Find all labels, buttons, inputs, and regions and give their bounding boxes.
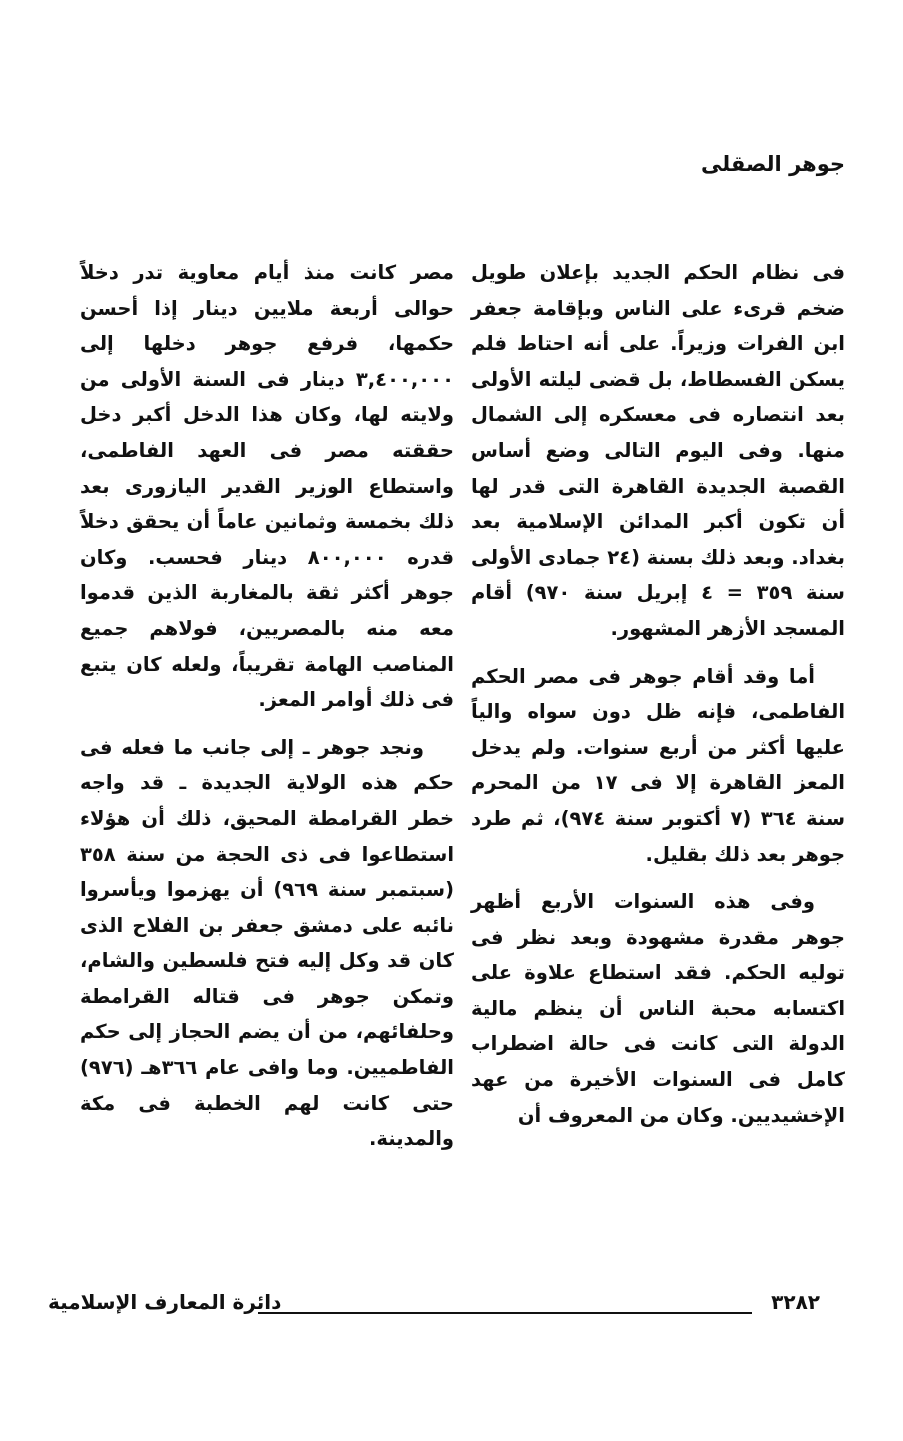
text-column-right [471, 255, 845, 1145]
paragraph: أما وقد أقام جوهر فى مصر الحكم الفاطمى، فإنه ظل دون سواه والياً عليها أكثر من أربع سنوات. ولم يدخل المعز القاهرة إلا فى ١٧ من المحرم سنة ٣٦٤ (٧ أكتوبر سنة ٩٧٤)، ثم طرد جوهر بعد ذلك بقليل. [471, 664, 846, 866]
running-header: جوهر الصقلى [701, 152, 845, 176]
footer-rule [258, 1312, 752, 1314]
paragraph: ونجد جوهر ـ إلى جانب ما فعله فى حكم هذه الولاية الجديدة ـ قد واجه خطر القرامطة المحيق، ذلك أن هؤلاء استطاعوا فى ذى الحجة من سنة ٣٥٨ (سبتمبر سنة ٩٦٩) أن يهزموا ويأسروا نائبه على دمشق جعفر بن الفلاح الذى كان قد وكل إليه فتح فلسطين والشام، وتمكن جوهر فى قتاله القرامطة وحلفائهم، من أن يضم الحجاز إلى حكم الفاطميين. وما وافى عام ٣٦٦هـ (٩٧٦) حتى كانت لهم الخطبة فى مكة والمدينة. [80, 735, 455, 1151]
paragraph: مصر كانت منذ أيام معاوية تدر دخلاً حوالى أربعة ملايين دينار إذا أحسن حكمها، فرفع جوهر دخلها إلى ٣,٤٠٠,٠٠٠ دينار فى السنة الأولى من ولايته لها، وكان هذا الدخل أكبر دخل حققته مصر فى العهد الفاطمى، واستطاع الوزير القدير اليازورى بعد ذلك بخمسة وثمانين عاماً أن يحقق دخلاً قدره ٨٠٠,٠٠٠ دينار فحسب. وكان جوهر أكثر ثقة بالمغاربة الذين قدموا معه منه بالمصريين، فولاهم جميع المناصب الهامة تقريباً، ولعله كان يتبع فى ذلك أوامر المعز. [80, 261, 454, 712]
paragraph: فى نظام الحكم الجديد بإعلان طويل ضخم قرىء على الناس وبإقامة جعفر ابن الفرات وزيراً. على أنه احتاط فلم يسكن الفسطاط، بل قضى ليلته الأولى بعد انتصاره فى معسكره إلى الشمال منها. وفى اليوم التالى وضع أساس القصبة الجديدة القاهرة التى قدر لها أن تكون أكبر المدائن الإسلامية بعد بغداد. وبعد ذلك بسنة (٢٤ جمادى الأولى سنة ٣٥٩ = ٤ إبريل سنة ٩٧٠) أقام المسجد الأزهر المشهور. [470, 261, 845, 640]
paragraph: وفى هذه السنوات الأربع أظهر جوهر مقدرة مشهودة وبعد نظر فى توليه الحكم. فقد استطاع علاوة على اكتسابه محبة الناس أن ينظم مالية الدولة التى كانت فى حالة اضطراب كامل فى السنوات الأخيرة من عهد الإخشيديين. وكان من المعروف أن [471, 890, 845, 1127]
text-column-left [80, 255, 454, 1169]
publication-title: دائرة المعارف الإسلامية [48, 1290, 282, 1314]
page-number: ٣٢٨٢ [771, 1290, 820, 1314]
page-footer [48, 1290, 820, 1330]
